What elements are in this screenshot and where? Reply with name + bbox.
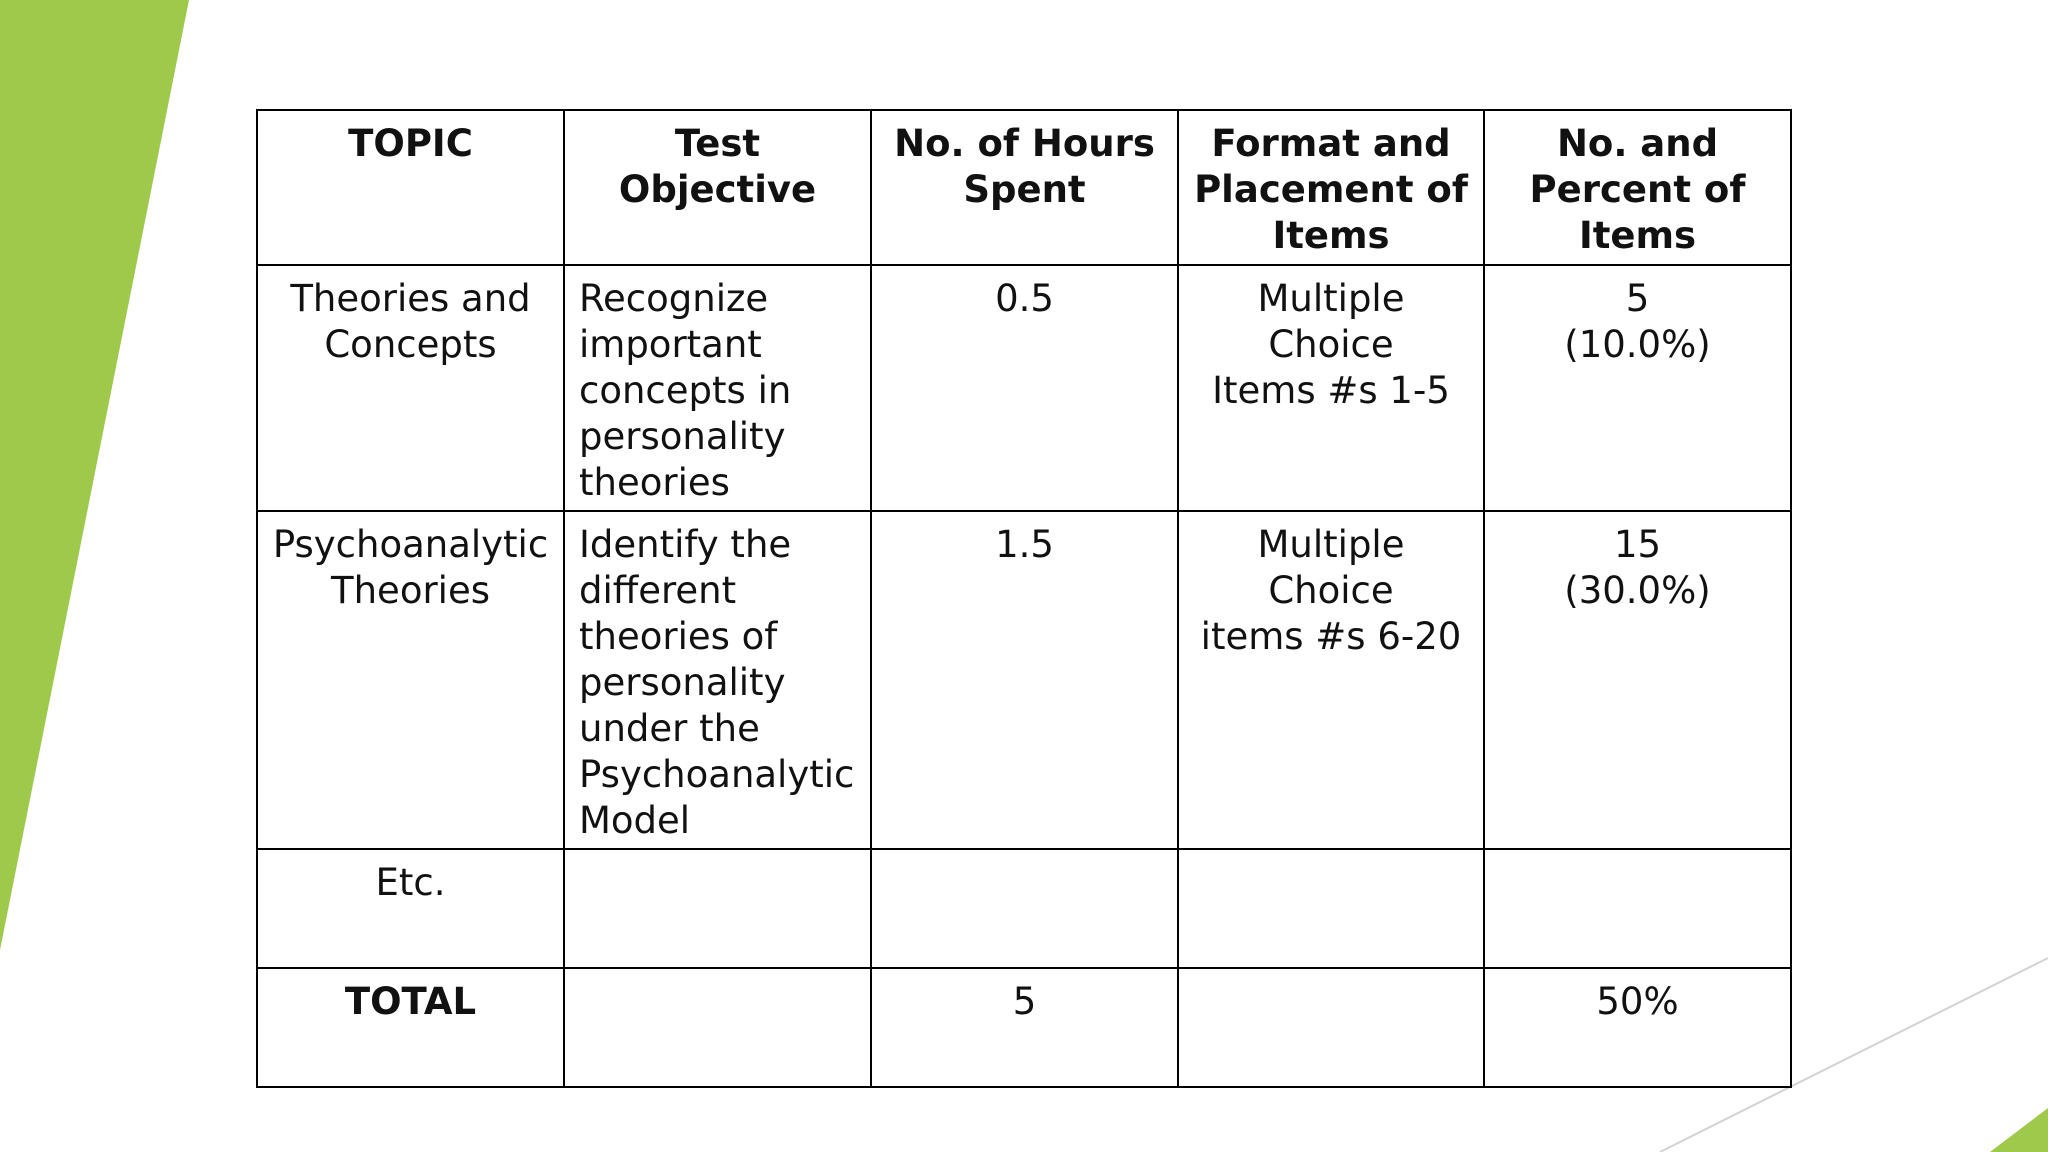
cell-objective: Identify the different theories of personality under the Psychoanalytic Model — [564, 511, 871, 849]
cell-hours-total: 5 — [871, 968, 1178, 1087]
table-of-specifications — [256, 109, 1792, 1088]
table-row — [257, 849, 1791, 968]
cell-items — [1484, 849, 1791, 968]
left-green-wedge — [0, 0, 189, 950]
table-header-row — [257, 110, 1791, 265]
table-total-row — [257, 968, 1791, 1087]
cell-topic: Psychoanalytic Theories — [257, 511, 564, 849]
cell-format — [1178, 849, 1484, 968]
header-topic: TOPIC — [257, 110, 564, 265]
cell-topic: Theories and Concepts — [257, 265, 564, 511]
cell-format: Multiple Choice items #s 6-20 — [1178, 511, 1484, 849]
header-number-percent: No. and Percent of Items — [1484, 110, 1791, 265]
cell-objective — [564, 968, 871, 1087]
table-row — [257, 265, 1791, 511]
cell-objective: Recognize important concepts in personality theories — [564, 265, 871, 511]
table-row — [257, 511, 1791, 849]
cell-topic-total: TOTAL — [257, 968, 564, 1087]
cell-items: 5 (10.0%) — [1484, 265, 1791, 511]
cell-format — [1178, 968, 1484, 1087]
header-test-objective: Test Objective — [564, 110, 871, 265]
cell-format: Multiple Choice Items #s 1-5 — [1178, 265, 1484, 511]
bottom-right-green-corner — [1990, 1108, 2048, 1152]
cell-items: 15 (30.0%) — [1484, 511, 1791, 849]
cell-items-total: 50% — [1484, 968, 1791, 1087]
cell-hours: 1.5 — [871, 511, 1178, 849]
cell-hours: 0.5 — [871, 265, 1178, 511]
cell-objective — [564, 849, 871, 968]
header-format-placement: Format and Placement of Items — [1178, 110, 1484, 265]
header-hours-spent: No. of Hours Spent — [871, 110, 1178, 265]
cell-hours — [871, 849, 1178, 968]
cell-topic: Etc. — [257, 849, 564, 968]
